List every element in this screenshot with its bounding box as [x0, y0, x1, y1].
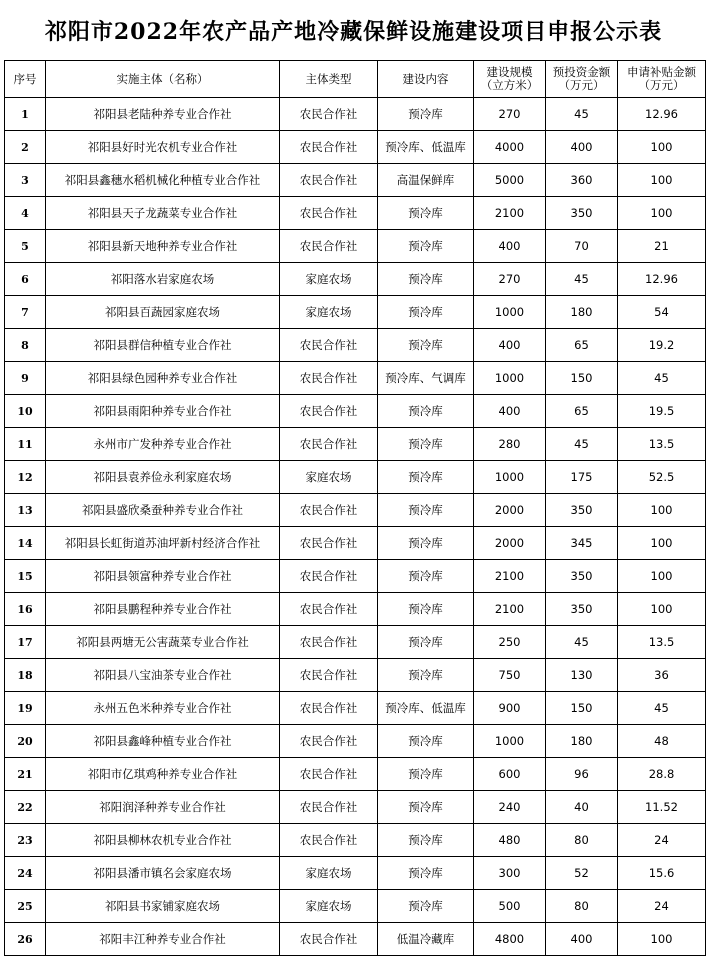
- construction-content: 预冷库: [378, 230, 474, 263]
- project-table: [4, 60, 706, 956]
- table-row: [5, 824, 706, 857]
- row-index: 12: [5, 461, 46, 494]
- col-header-subsidy: 申请补贴金额（万元）: [618, 61, 706, 98]
- table-row: [5, 230, 706, 263]
- subsidy-amount: 45: [618, 692, 706, 725]
- construction-scale: 2000: [474, 494, 546, 527]
- construction-content: 高温保鲜库: [378, 164, 474, 197]
- construction-content: 预冷库: [378, 98, 474, 131]
- row-index: 7: [5, 296, 46, 329]
- planned-investment: 350: [546, 494, 618, 527]
- table-row: [5, 560, 706, 593]
- construction-content: 预冷库: [378, 461, 474, 494]
- entity-name: 祁阳县天子龙蔬菜专业合作社: [46, 197, 280, 230]
- construction-content: 预冷库、低温库: [378, 131, 474, 164]
- entity-name: 祁阳县百蔬园家庭农场: [46, 296, 280, 329]
- construction-content: 预冷库: [378, 263, 474, 296]
- subsidy-amount: 12.96: [618, 263, 706, 296]
- row-index: 16: [5, 593, 46, 626]
- row-index: 13: [5, 494, 46, 527]
- entity-type: 农民合作社: [280, 692, 378, 725]
- construction-scale: 270: [474, 263, 546, 296]
- planned-investment: 65: [546, 395, 618, 428]
- construction-content: 预冷库: [378, 296, 474, 329]
- subsidy-amount: 28.8: [618, 758, 706, 791]
- subsidy-amount: 24: [618, 890, 706, 923]
- row-index: 10: [5, 395, 46, 428]
- table-row: [5, 791, 706, 824]
- col-header-entity-type: 主体类型: [280, 61, 378, 98]
- table-row: [5, 296, 706, 329]
- col-header-scale: 建设规模（立方米）: [474, 61, 546, 98]
- subsidy-amount: 13.5: [618, 626, 706, 659]
- entity-name: 祁阳县新天地种养专业合作社: [46, 230, 280, 263]
- construction-scale: 600: [474, 758, 546, 791]
- subsidy-amount: 48: [618, 725, 706, 758]
- row-index: 17: [5, 626, 46, 659]
- entity-type: 农民合作社: [280, 659, 378, 692]
- planned-investment: 45: [546, 263, 618, 296]
- construction-scale: 1000: [474, 461, 546, 494]
- row-index: 21: [5, 758, 46, 791]
- entity-type: 家庭农场: [280, 857, 378, 890]
- table-row: [5, 98, 706, 131]
- col-header-investment: 预投资金额（万元）: [546, 61, 618, 98]
- entity-name: 祁阳县袁养俭永利家庭农场: [46, 461, 280, 494]
- planned-investment: 45: [546, 428, 618, 461]
- construction-content: 预冷库: [378, 329, 474, 362]
- planned-investment: 45: [546, 98, 618, 131]
- col-header-index: 序号: [5, 61, 46, 98]
- entity-name: 祁阳县群信种植专业合作社: [46, 329, 280, 362]
- construction-scale: 400: [474, 395, 546, 428]
- planned-investment: 40: [546, 791, 618, 824]
- subsidy-amount: 54: [618, 296, 706, 329]
- row-index: 23: [5, 824, 46, 857]
- row-index: 8: [5, 329, 46, 362]
- planned-investment: 350: [546, 593, 618, 626]
- planned-investment: 80: [546, 890, 618, 923]
- entity-name: 祁阳丰江种养专业合作社: [46, 923, 280, 956]
- table-row: [5, 131, 706, 164]
- entity-name: 祁阳县八宝油茶专业合作社: [46, 659, 280, 692]
- row-index: 4: [5, 197, 46, 230]
- row-index: 19: [5, 692, 46, 725]
- construction-scale: 750: [474, 659, 546, 692]
- table-row: [5, 758, 706, 791]
- construction-scale: 4800: [474, 923, 546, 956]
- entity-name: 祁阳县老陆种养专业合作社: [46, 98, 280, 131]
- entity-type: 农民合作社: [280, 560, 378, 593]
- construction-content: 预冷库: [378, 428, 474, 461]
- row-index: 11: [5, 428, 46, 461]
- entity-type: 农民合作社: [280, 329, 378, 362]
- row-index: 6: [5, 263, 46, 296]
- entity-type: 农民合作社: [280, 164, 378, 197]
- construction-content: 预冷库: [378, 593, 474, 626]
- construction-content: 预冷库、气调库: [378, 362, 474, 395]
- table-row: [5, 263, 706, 296]
- construction-content: 预冷库: [378, 395, 474, 428]
- subsidy-amount: 21: [618, 230, 706, 263]
- entity-name: 祁阳落水岩家庭农场: [46, 263, 280, 296]
- table-row: [5, 329, 706, 362]
- table-row: [5, 593, 706, 626]
- row-index: 25: [5, 890, 46, 923]
- entity-type: 农民合作社: [280, 230, 378, 263]
- entity-type: 农民合作社: [280, 98, 378, 131]
- entity-name: 祁阳县潘市镇名会家庭农场: [46, 857, 280, 890]
- entity-type: 农民合作社: [280, 791, 378, 824]
- row-index: 26: [5, 923, 46, 956]
- planned-investment: 150: [546, 692, 618, 725]
- planned-investment: 400: [546, 923, 618, 956]
- subsidy-amount: 13.5: [618, 428, 706, 461]
- planned-investment: 360: [546, 164, 618, 197]
- entity-name: 祁阳县绿色园种养专业合作社: [46, 362, 280, 395]
- planned-investment: 45: [546, 626, 618, 659]
- table-row: [5, 725, 706, 758]
- subsidy-amount: 100: [618, 593, 706, 626]
- construction-content: 预冷库: [378, 659, 474, 692]
- planned-investment: 180: [546, 725, 618, 758]
- subsidy-amount: 100: [618, 527, 706, 560]
- planned-investment: 130: [546, 659, 618, 692]
- entity-name: 永州五色米种养专业合作社: [46, 692, 280, 725]
- entity-name: 祁阳县雨阳种养专业合作社: [46, 395, 280, 428]
- row-index: 5: [5, 230, 46, 263]
- construction-scale: 400: [474, 230, 546, 263]
- subsidy-amount: 100: [618, 494, 706, 527]
- construction-scale: 2100: [474, 560, 546, 593]
- subsidy-amount: 19.2: [618, 329, 706, 362]
- construction-scale: 240: [474, 791, 546, 824]
- entity-name: 祁阳县两塘无公害蔬菜专业合作社: [46, 626, 280, 659]
- entity-type: 农民合作社: [280, 725, 378, 758]
- subsidy-amount: 52.5: [618, 461, 706, 494]
- planned-investment: 96: [546, 758, 618, 791]
- planned-investment: 52: [546, 857, 618, 890]
- table-row: [5, 461, 706, 494]
- construction-content: 预冷库: [378, 857, 474, 890]
- planned-investment: 175: [546, 461, 618, 494]
- entity-type: 家庭农场: [280, 461, 378, 494]
- planned-investment: 150: [546, 362, 618, 395]
- construction-scale: 2100: [474, 197, 546, 230]
- construction-scale: 480: [474, 824, 546, 857]
- construction-content: 预冷库: [378, 758, 474, 791]
- table-row: [5, 197, 706, 230]
- table-row: [5, 626, 706, 659]
- entity-type: 农民合作社: [280, 395, 378, 428]
- entity-type: 农民合作社: [280, 758, 378, 791]
- table-row: [5, 395, 706, 428]
- construction-scale: 2100: [474, 593, 546, 626]
- entity-name: 祁阳县柳林农机专业合作社: [46, 824, 280, 857]
- entity-name: 祁阳县鹏程种养专业合作社: [46, 593, 280, 626]
- subsidy-amount: 100: [618, 197, 706, 230]
- table-row: [5, 923, 706, 956]
- construction-scale: 4000: [474, 131, 546, 164]
- subsidy-amount: 12.96: [618, 98, 706, 131]
- construction-content: 预冷库: [378, 494, 474, 527]
- table-row: [5, 857, 706, 890]
- entity-name: 祁阳县书家铺家庭农场: [46, 890, 280, 923]
- planned-investment: 80: [546, 824, 618, 857]
- construction-content: 预冷库、低温库: [378, 692, 474, 725]
- construction-scale: 900: [474, 692, 546, 725]
- entity-type: 家庭农场: [280, 890, 378, 923]
- entity-type: 农民合作社: [280, 923, 378, 956]
- entity-name: 祁阳县盛欣桑蚕种养专业合作社: [46, 494, 280, 527]
- row-index: 9: [5, 362, 46, 395]
- entity-type: 农民合作社: [280, 494, 378, 527]
- subsidy-amount: 36: [618, 659, 706, 692]
- table-row: [5, 659, 706, 692]
- planned-investment: 70: [546, 230, 618, 263]
- planned-investment: 350: [546, 560, 618, 593]
- entity-name: 祁阳县鑫穗水稻机械化种植专业合作社: [46, 164, 280, 197]
- construction-scale: 250: [474, 626, 546, 659]
- construction-scale: 1000: [474, 296, 546, 329]
- construction-scale: 1000: [474, 362, 546, 395]
- construction-scale: 2000: [474, 527, 546, 560]
- entity-name: 祁阳市亿琪鸡种养专业合作社: [46, 758, 280, 791]
- row-index: 2: [5, 131, 46, 164]
- entity-name: 祁阳润泽种养专业合作社: [46, 791, 280, 824]
- table-row: [5, 164, 706, 197]
- subsidy-amount: 100: [618, 560, 706, 593]
- page-title: 祁阳市2022年农产品产地冷藏保鲜设施建设项目申报公示表: [44, 18, 663, 45]
- entity-name: 祁阳县好时光农机专业合作社: [46, 131, 280, 164]
- subsidy-amount: 11.52: [618, 791, 706, 824]
- construction-scale: 280: [474, 428, 546, 461]
- construction-content: 预冷库: [378, 890, 474, 923]
- col-header-entity-name: 实施主体（名称）: [46, 61, 280, 98]
- construction-scale: 500: [474, 890, 546, 923]
- entity-type: 农民合作社: [280, 362, 378, 395]
- planned-investment: 400: [546, 131, 618, 164]
- row-index: 3: [5, 164, 46, 197]
- entity-type: 农民合作社: [280, 197, 378, 230]
- entity-type: 家庭农场: [280, 263, 378, 296]
- col-header-construction-content: 建设内容: [378, 61, 474, 98]
- row-index: 22: [5, 791, 46, 824]
- entity-name: 祁阳县领富种养专业合作社: [46, 560, 280, 593]
- construction-content: 预冷库: [378, 560, 474, 593]
- row-index: 1: [5, 98, 46, 131]
- entity-type: 农民合作社: [280, 428, 378, 461]
- construction-content: 低温冷藏库: [378, 923, 474, 956]
- entity-name: 祁阳县鑫峰种植专业合作社: [46, 725, 280, 758]
- construction-scale: 5000: [474, 164, 546, 197]
- construction-content: 预冷库: [378, 791, 474, 824]
- entity-type: 农民合作社: [280, 824, 378, 857]
- entity-name: 永州市广发种养专业合作社: [46, 428, 280, 461]
- planned-investment: 65: [546, 329, 618, 362]
- construction-content: 预冷库: [378, 824, 474, 857]
- construction-content: 预冷库: [378, 527, 474, 560]
- construction-content: 预冷库: [378, 626, 474, 659]
- table-row: [5, 428, 706, 461]
- construction-scale: 1000: [474, 725, 546, 758]
- table-row: [5, 362, 706, 395]
- subsidy-amount: 15.6: [618, 857, 706, 890]
- subsidy-amount: 100: [618, 164, 706, 197]
- construction-scale: 400: [474, 329, 546, 362]
- subsidy-amount: 24: [618, 824, 706, 857]
- table-row: [5, 527, 706, 560]
- entity-type: 农民合作社: [280, 593, 378, 626]
- header-row: [5, 61, 706, 98]
- entity-type: 家庭农场: [280, 296, 378, 329]
- row-index: 20: [5, 725, 46, 758]
- construction-content: 预冷库: [378, 725, 474, 758]
- subsidy-amount: 100: [618, 923, 706, 956]
- table-row: [5, 890, 706, 923]
- planned-investment: 345: [546, 527, 618, 560]
- row-index: 15: [5, 560, 46, 593]
- entity-type: 农民合作社: [280, 131, 378, 164]
- subsidy-amount: 100: [618, 131, 706, 164]
- planned-investment: 180: [546, 296, 618, 329]
- construction-scale: 270: [474, 98, 546, 131]
- subsidy-amount: 45: [618, 362, 706, 395]
- construction-scale: 300: [474, 857, 546, 890]
- construction-content: 预冷库: [378, 197, 474, 230]
- row-index: 18: [5, 659, 46, 692]
- entity-type: 农民合作社: [280, 527, 378, 560]
- entity-name: 祁阳县长虹街道苏油坪新村经济合作社: [46, 527, 280, 560]
- entity-type: 农民合作社: [280, 626, 378, 659]
- planned-investment: 350: [546, 197, 618, 230]
- row-index: 14: [5, 527, 46, 560]
- row-index: 24: [5, 857, 46, 890]
- subsidy-amount: 19.5: [618, 395, 706, 428]
- table-row: [5, 692, 706, 725]
- table-body: [5, 98, 706, 956]
- table-row: [5, 494, 706, 527]
